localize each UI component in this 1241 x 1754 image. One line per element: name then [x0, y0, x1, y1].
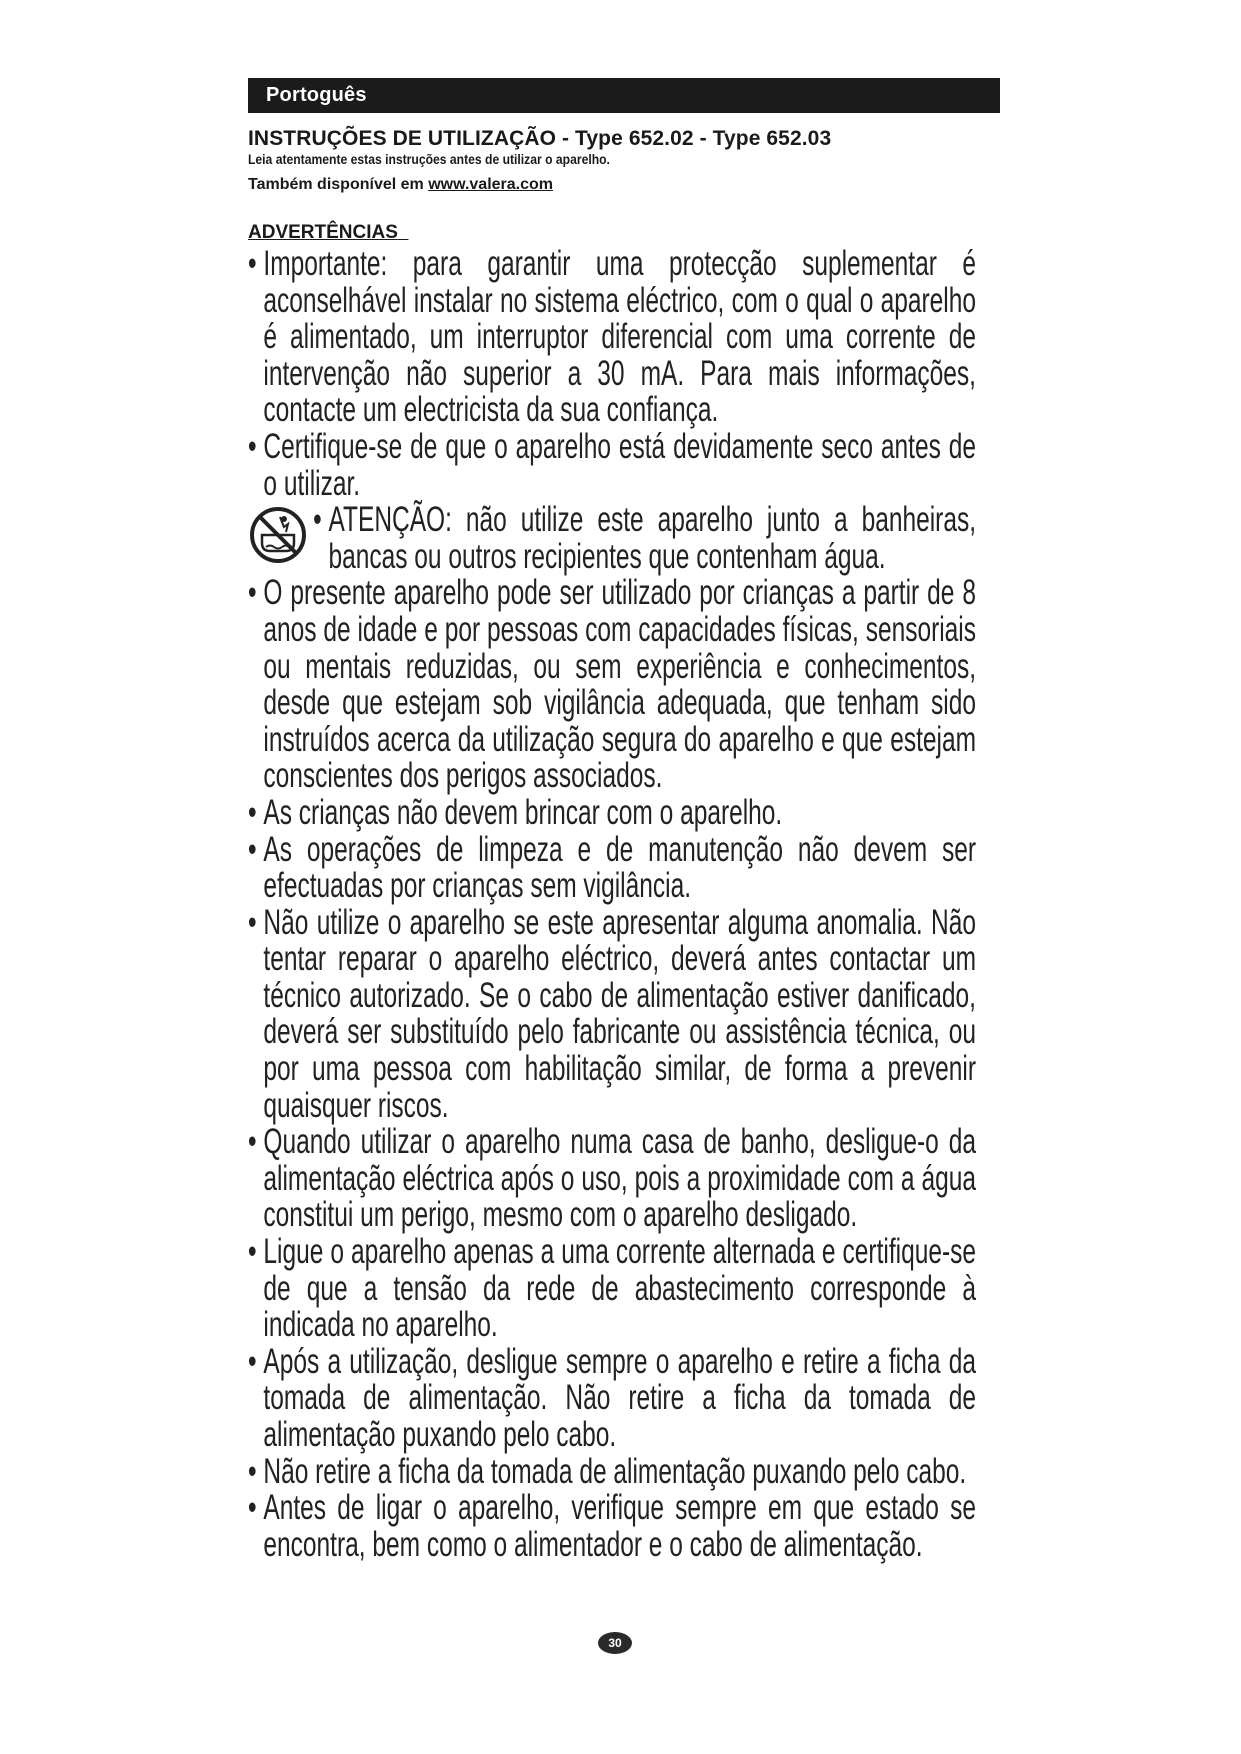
bullet: •: [248, 244, 257, 283]
section-heading: ADVERTÊNCIAS: [248, 222, 398, 243]
list-item: [248, 1124, 976, 1234]
language-label: Portoguês: [266, 84, 367, 106]
list-item-text: As crianças não devem brincar com o aparelho.: [263, 792, 783, 832]
bullet: •: [248, 1341, 257, 1381]
list-item: [248, 792, 976, 832]
bullet: •: [248, 792, 257, 832]
availability-line: [248, 175, 1000, 195]
bullet: •: [248, 1451, 257, 1491]
bullet: •: [248, 1488, 257, 1528]
bullet: •: [248, 426, 257, 466]
bullet: •: [248, 902, 257, 942]
list-item: [248, 246, 976, 429]
language-bar: [248, 78, 1000, 113]
list-item-text: As operações de limpeza e de manutenção não devem ser efectuadas por crianças sem vigilância.: [263, 829, 976, 906]
list-item: [248, 829, 976, 906]
no-water-bath-icon: [248, 505, 308, 565]
list-item: [248, 426, 976, 503]
list-item: [248, 1490, 976, 1563]
list-item-text: O presente aparelho pode ser utilizado por crianças a partir de 8 anos de idade e por pessoas com capacidades físicas, sensoriais ou mentais reduzidas, ou sem experiência e conhecimentos, desde que estejam sob vigilância adequada, que tenham sido instruídos acerca da utilização segura do aparelho e que estejam conscientes dos perigos associados.: [263, 573, 976, 796]
intro-text: Leia atentamente estas instruções antes de utilizar o aparelho.: [248, 152, 610, 167]
list-item: [248, 1234, 976, 1344]
bullet: •: [248, 1232, 257, 1272]
bullet: •: [313, 500, 322, 540]
warnings-list: [248, 246, 1000, 1563]
list-item-text: Não retire a ficha da tomada de alimentação puxando pelo cabo.: [263, 1451, 967, 1491]
list-item-text: Antes de ligar o aparelho, verifique sempre em que estado se encontra, bem como o alimentador e o cabo de alimentação.: [263, 1488, 976, 1564]
list-item: [248, 502, 976, 575]
list-item-text: Quando utilizar o aparelho numa casa de banho, desligue-o da alimentação eléctrica após o uso, pois a proximidade com a água constitui um perigo, mesmo com o aparelho desligado.: [263, 1122, 976, 1235]
page-number: 30: [598, 1632, 632, 1654]
list-item: [248, 575, 976, 795]
availability-prefix: Também disponível em: [248, 176, 424, 193]
bullet: •: [248, 1122, 257, 1162]
document-title: INSTRUÇÕES DE UTILIZAÇÃO - Type 652.02 - Type 652.03: [248, 127, 832, 150]
list-item-text: Ligue o aparelho apenas a uma corrente alternada e certifique-se de que a tensão da rede de abastecimento corresponde à indicada no aparelho.: [263, 1232, 976, 1345]
list-item: [248, 1341, 976, 1454]
list-item: [248, 902, 976, 1125]
list-item-text: Certifique-se de que o aparelho está devidamente seco antes de o utilizar.: [263, 426, 976, 503]
list-item-text: Após a utilização, desligue sempre o aparelho e retire a ficha da tomada de alimentação. Não retire a ficha da tomada de alimentação puxando pelo cabo.: [263, 1341, 976, 1454]
list-item-text: Importante: para garantir uma protecção suplementar é aconselhável instalar no sistema eléctrico, com o qual o aparelho é alimentado, um interruptor diferencial com uma corrente de intervenção não superior a 30 mA. Para mais informações, contacte um electricista da sua confiança.: [263, 244, 976, 430]
list-item: [248, 1451, 976, 1491]
list-item-text: Não utilize o aparelho se este apresentar alguma anomalia. Não tentar reparar o aparelho eléctrico, deverá antes contactar um técnico autorizado. Se o cabo de alimentação estiver danificado, deverá ser substituído pelo fabricante ou assistência técnica, ou por uma pessoa com habilitação similar, de forma a prevenir quaisquer riscos.: [263, 902, 976, 1125]
bullet: •: [248, 829, 257, 869]
website-link[interactable]: www.valera.com: [428, 176, 553, 193]
list-item-text: ATENÇÃO: não utilize este aparelho junto a banheiras, bancas ou outros recipientes que contenham água.: [328, 500, 976, 576]
manual-page: [248, 78, 1000, 1563]
bullet: •: [248, 573, 257, 613]
